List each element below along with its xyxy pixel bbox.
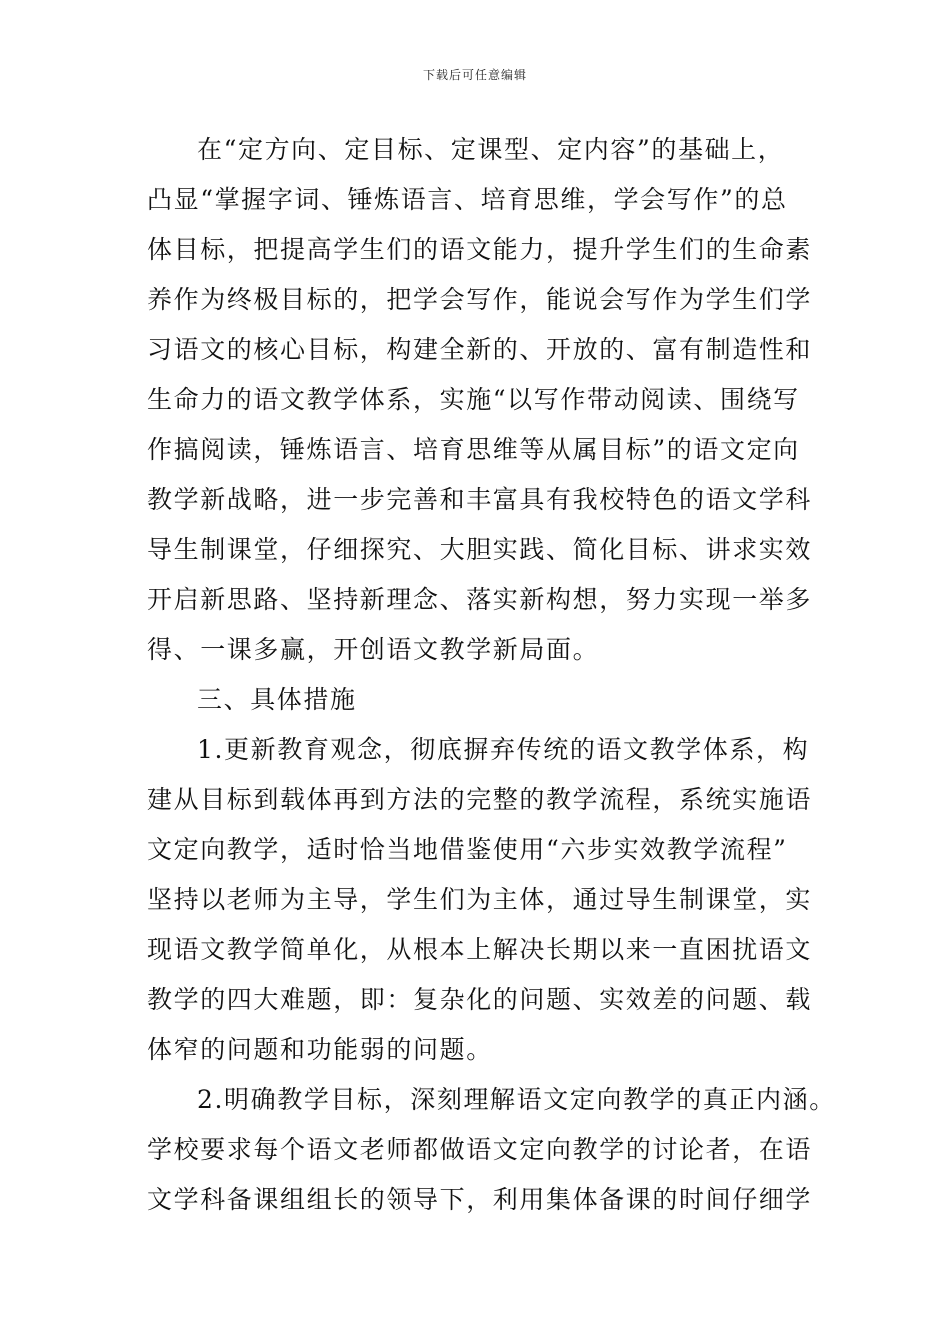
paragraph-line: 坚持以老师为主导，学生们为主体，通过导生制课堂，实 (147, 885, 813, 914)
header-note: 下载后可任意编辑 (422, 68, 527, 82)
paragraph-line: 习语文的核心目标，构建全新的、开放的、富有制造性和 (147, 335, 813, 364)
paragraph-line: 文学科备课组组长的领导下，利用集体备课的时间仔细学 (147, 1185, 813, 1214)
paragraph-line: 教学的四大难题，即：复杂化的问题、实效差的问题、载 (147, 985, 813, 1014)
paragraph-line: 导生制课堂，仔细探究、大胆实践、简化目标、讲求实效 (147, 535, 813, 564)
paragraph-line: 凸显“掌握字词、锤炼语言、培育思维，学会写作”的总 (147, 185, 788, 214)
paragraph-line: 体窄的问题和功能弱的问题。 (147, 1035, 493, 1064)
paragraph-line: 生命力的语文教学体系，实施“以写作带动阅读、围绕写 (147, 385, 800, 414)
paragraph-line: 得、一课多赢，开创语文教学新局面。 (147, 635, 600, 664)
paragraph-line: 现语文教学简单化，从根本上解决长期以来一直困扰语文 (147, 935, 813, 964)
paragraph-line: 教学新战略，进一步完善和丰富具有我校特色的语文学科 (147, 485, 813, 514)
paragraph-line: 体目标，把提高学生们的语文能力，提升学生们的生命素 (147, 235, 813, 264)
paragraph-line: 建从目标到载体再到方法的完整的教学流程，系统实施语 (147, 785, 813, 814)
paragraph-line: 文定向教学，适时恰当地借鉴使用“六步实效教学流程” (147, 835, 788, 864)
paragraph-line: 养作为终极目标的，把学会写作，能说会写作为学生们学 (147, 285, 813, 314)
paragraph-line: 学校要求每个语文老师都做语文定向教学的讨论者，在语 (147, 1135, 813, 1164)
section-heading: 三、具体措施 (197, 685, 357, 714)
paragraph-line: 在“定方向、定目标、定课型、定内容”的基础上， (197, 135, 785, 164)
paragraph-line: 开启新思路、坚持新理念、落实新构想，努力实现一举多 (147, 585, 813, 614)
paragraph-line: 1.更新教育观念，彻底摒弃传统的语文教学体系，构 (197, 735, 810, 764)
paragraph-line: 作搞阅读，锤炼语言、培育思维等从属目标”的语文定向 (147, 435, 800, 464)
paragraph-line: 2.明确教学目标，深刻理解语文定向教学的真正内涵。 (197, 1085, 836, 1114)
